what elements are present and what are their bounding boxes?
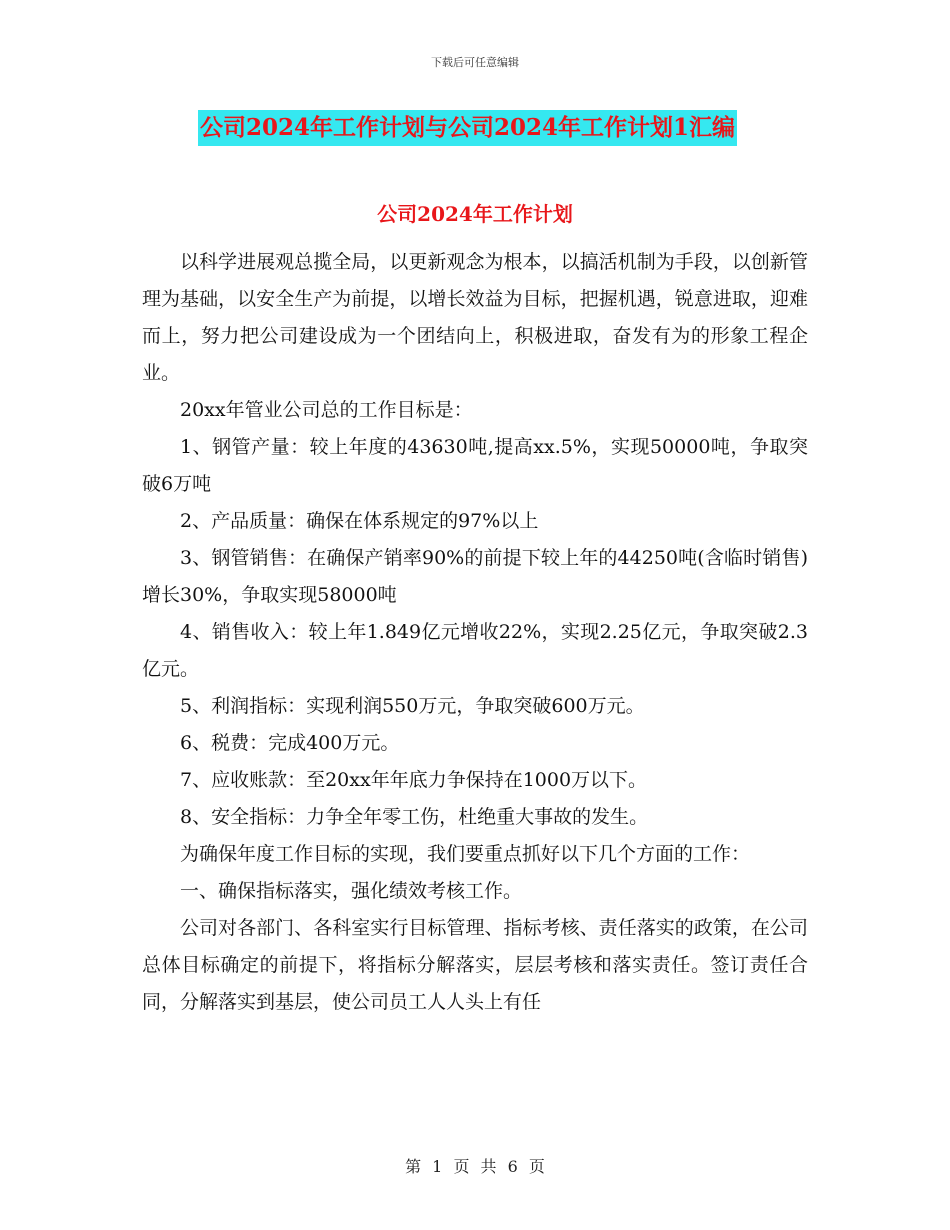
paragraph: 3、钢管销售：在确保产销率90%的前提下较上年的44250吨(含临时销售)增长30%，争取实现58000吨: [142, 547, 808, 606]
main-title: 公司2024年工作计划与公司2024年工作计划1汇编: [198, 110, 737, 146]
header-note: 下载后可任意编辑: [431, 56, 519, 69]
paragraph: 一、确保指标落实，强化绩效考核工作。: [180, 880, 523, 902]
paragraph: 1、钢管产量：较上年度的43630吨,提高xx.5%，实现50000吨，争取突破6万吨: [142, 436, 808, 495]
page-footer: 第 1 页 共 6 页: [405, 1157, 545, 1176]
paragraph: 20xx年管业公司总的工作目标是：: [180, 399, 473, 421]
paragraph: 6、税费：完成400万元。: [180, 732, 400, 754]
paragraph: 5、利润指标：实现利润550万元，争取突破600万元。: [180, 695, 645, 717]
paragraph: 2、产品质量：确保在体系规定的97%以上: [180, 510, 539, 532]
paragraph: 4、销售收入：较上年1.849亿元增收22%，实现2.25亿元，争取突破2.3亿元。: [142, 621, 808, 680]
paragraph: 公司对各部门、各科室实行目标管理、指标考核、责任落实的政策，在公司总体目标确定的前提下，将指标分解落实，层层考核和落实责任。签订责任合同，分解落实到基层，使公司员工人人头上有任: [142, 917, 808, 1013]
sub-title: 公司2024年工作计划: [377, 202, 573, 226]
paragraph: 以科学进展观总揽全局，以更新观念为根本，以搞活机制为手段，以创新管理为基础，以安全生产为前提，以增长效益为目标，把握机遇，锐意进取，迎难而上，努力把公司建设成为一个团结向上，积极进取，奋发有为的形象工程企业。: [142, 251, 808, 384]
paragraph: 8、安全指标：力争全年零工伤，杜绝重大事故的发生。: [180, 806, 649, 828]
paragraph: 7、应收账款：至20xx年年底力争保持在1000万以下。: [180, 769, 648, 791]
paragraph: 为确保年度工作目标的实现，我们要重点抓好以下几个方面的工作：: [180, 843, 751, 865]
body-text: [142, 244, 808, 1021]
